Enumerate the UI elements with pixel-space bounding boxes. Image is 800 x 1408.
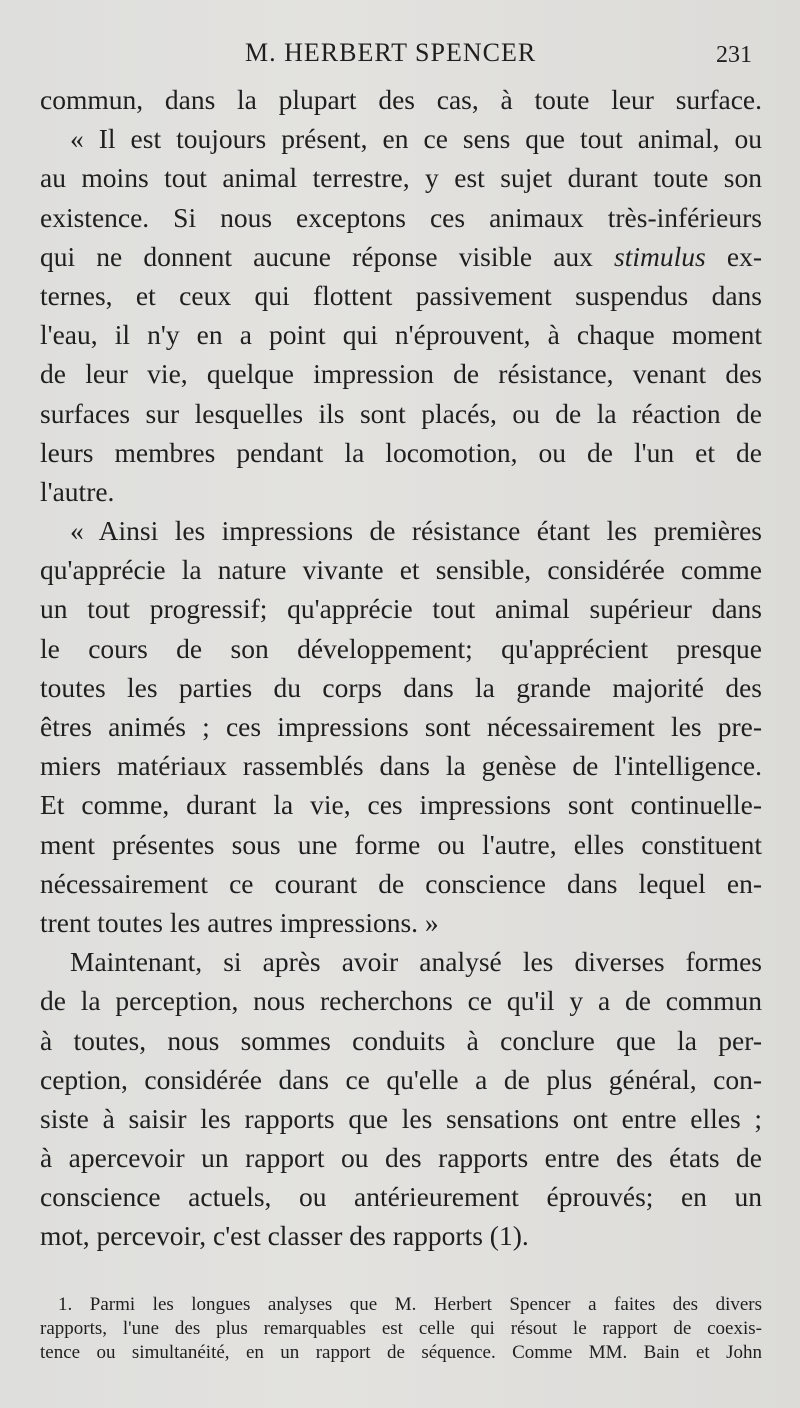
text-line-with-italic bbox=[40, 237, 762, 276]
running-title: M. HERBERT SPENCER bbox=[245, 38, 537, 67]
text-line: de leur vie, quelque impression de résistance, venant des bbox=[40, 358, 762, 390]
text-line: un tout progressif; qu'apprécie tout animal supérieur dans bbox=[40, 593, 762, 625]
text-line: Maintenant, si après avoir analysé les diverses formes bbox=[70, 946, 762, 978]
footnote bbox=[40, 1293, 762, 1365]
italic-word: stimulus bbox=[614, 240, 706, 272]
text-line: « Il est toujours présent, en ce sens que tout animal, ou bbox=[70, 123, 762, 155]
text-line: ment présentes sous une forme ou l'autre, elles constituent bbox=[40, 828, 762, 860]
footnote-line: 1. Parmi les longues analyses que M. Herbert Spencer a faites des divers bbox=[58, 1294, 762, 1315]
page-number: 231 bbox=[716, 42, 752, 68]
text-line: à toutes, nous sommes conduits à conclure que la per- bbox=[40, 1024, 762, 1056]
text-line: toutes les parties du corps dans la grande majorité des bbox=[40, 671, 762, 703]
text-line: surfaces sur lesquelles ils sont placés, ou de la réaction de bbox=[40, 397, 762, 429]
body-text bbox=[40, 80, 762, 1256]
text-line-end: ex- bbox=[705, 240, 762, 272]
text-line: nécessairement ce courant de conscience dans lequel en- bbox=[40, 867, 762, 899]
text-line: trent toutes les autres impressions. » bbox=[40, 906, 439, 938]
text-line: le cours de son développement; qu'apprécient presque bbox=[40, 632, 762, 664]
running-head bbox=[0, 34, 800, 74]
text-line: commun, dans la plupart des cas, à toute leur surface. bbox=[40, 84, 762, 115]
footnote-line: tence ou simultanéité, en un rapport de séquence. Comme MM. Bain et John bbox=[40, 1342, 762, 1363]
text-line: au moins tout animal terrestre, y est sujet durant toute son bbox=[40, 162, 762, 194]
text-line: leurs membres pendant la locomotion, ou de l'un et de bbox=[40, 436, 762, 468]
text-line: de la perception, nous recherchons ce qu'il y a de commun bbox=[40, 985, 762, 1017]
footnote-line: rapports, l'une des plus remarquables est celle qui résout le rapport de coexis- bbox=[40, 1318, 762, 1339]
text-line: ternes, et ceux qui flottent passivement suspendus dans bbox=[40, 279, 762, 311]
text-line: existence. Si nous exceptons ces animaux très-inférieurs bbox=[40, 201, 762, 233]
text-line: l'autre. bbox=[40, 475, 115, 507]
text-line: mot, percevoir, c'est classer des rapports (1). bbox=[40, 1220, 529, 1252]
text-line: siste à saisir les rapports que les sensations ont entre elles ; bbox=[40, 1102, 762, 1134]
text-line: êtres animés ; ces impressions sont nécessairement les pre- bbox=[40, 711, 762, 742]
text-line: l'eau, il n'y en a point qui n'éprouvent, à chaque moment bbox=[40, 319, 762, 351]
text-line: à apercevoir un rapport ou des rapports entre des états de bbox=[40, 1142, 762, 1174]
text-line: miers matériaux rassemblés dans la genèse de l'intelligence. bbox=[40, 750, 762, 782]
text-line: conscience actuels, ou antérieurement éprouvés; en un bbox=[40, 1181, 762, 1213]
text-line: Et comme, durant la vie, ces impressions sont continuelle- bbox=[40, 789, 762, 821]
text-line-start: qui ne donnent aucune réponse visible aux bbox=[40, 240, 615, 272]
text-line: qu'apprécie la nature vivante et sensible, considérée comme bbox=[40, 554, 762, 586]
text-line: ception, considérée dans ce qu'elle a de plus général, con- bbox=[40, 1063, 762, 1095]
text-line: « Ainsi les impressions de résistance étant les premières bbox=[70, 515, 762, 547]
